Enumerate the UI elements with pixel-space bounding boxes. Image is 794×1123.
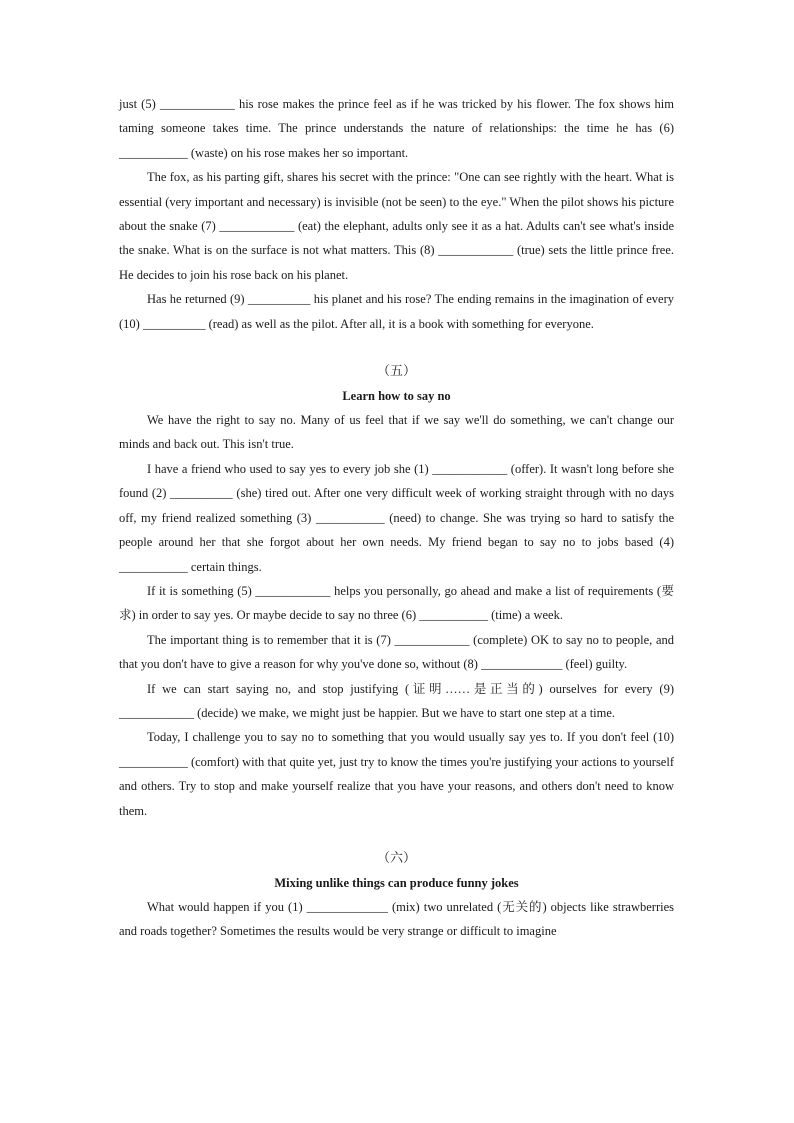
section-5-paragraph-1: We have the right to say no. Many of us feel that if we say we'll do something, we can't change our minds and back out. This isn't true. bbox=[119, 413, 674, 452]
section-6-title: Mixing unlike things can produce funny jokes bbox=[274, 875, 519, 890]
section-5-paragraph-6: Today, I challenge you to say no to something that you would usually say yes to. If you don't feel (10) ___________ (comfort) with that quite yet, just try to know the times you're justifying your actions to yourself and others. Try to stop and make yourself realize that you have your reasons, and others don't need to know them. bbox=[119, 730, 674, 818]
section-5-paragraph-5: If we can start saying no, and stop justifying (证明……是正当的) ourselves for every (9) ____________ (decide) we make, we might just be happier. But we have to start one step at a time. bbox=[119, 681, 674, 720]
section-5-paragraph-3: If it is something (5) ____________ helps you personally, go ahead and make a list of requirements (要求) in order to say yes. Or maybe decide to say no three (6) ___________ (time) a week. bbox=[119, 583, 674, 623]
section-5-paragraph-4: The important thing is to remember that it is (7) ____________ (complete) OK to say no to people, and that you don't have to give a reason for why you've done so, without (8) _____________ (feel) guilty. bbox=[119, 632, 674, 672]
section-5-title: Learn how to say no bbox=[342, 389, 451, 404]
section-5-paragraph-2: I have a friend who used to say yes to every job she (1) ____________ (offer). It wasn't long before she found (2) __________ (she) tired out. After one very difficult week of working straight through with no days off, my friend realized something (3) ___________ (need) to change. She was trying so hard to satisfy the people around her that she forgot about her own needs. My friend began to say no to jobs based (4) ___________ certain things. bbox=[119, 461, 674, 574]
paragraph-continued-1: just (5) ____________ his rose makes the prince feel as if he was tricked by his flower. The fox shows him taming someone takes time. The prince understands the nature of relationships: the time he has (6) ___________ (waste) on his rose makes her so important. bbox=[119, 97, 674, 160]
section-6-paragraph-1: What would happen if you (1) _____________ (mix) two unrelated (无关的) objects like strawberries and roads together? Sometimes the results would be very strange or difficult to imagine bbox=[119, 899, 674, 939]
section-5-number: （五） bbox=[376, 363, 416, 379]
document-page bbox=[119, 92, 674, 944]
paragraph-continued-3: Has he returned (9) __________ his planet and his rose? The ending remains in the imagination of every (10) __________ (read) as well as the pilot. After all, it is a book with something for everyone. bbox=[119, 292, 674, 331]
paragraph-continued-2: The fox, as his parting gift, shares his secret with the prince: "One can see rightly with the heart. What is essential (very important and necessary) is invisible (not be seen) to the eye." When the pilot shows his picture about the snake (7) ____________ (eat) the elephant, adults only see it as a hat. Adults can't see what's inside the snake. What is on the surface is not what matters. This (8) ____________ (true) sets the little prince free. He decides to join his rose back on his planet. bbox=[119, 170, 674, 282]
section-6-number: （六） bbox=[376, 849, 416, 865]
